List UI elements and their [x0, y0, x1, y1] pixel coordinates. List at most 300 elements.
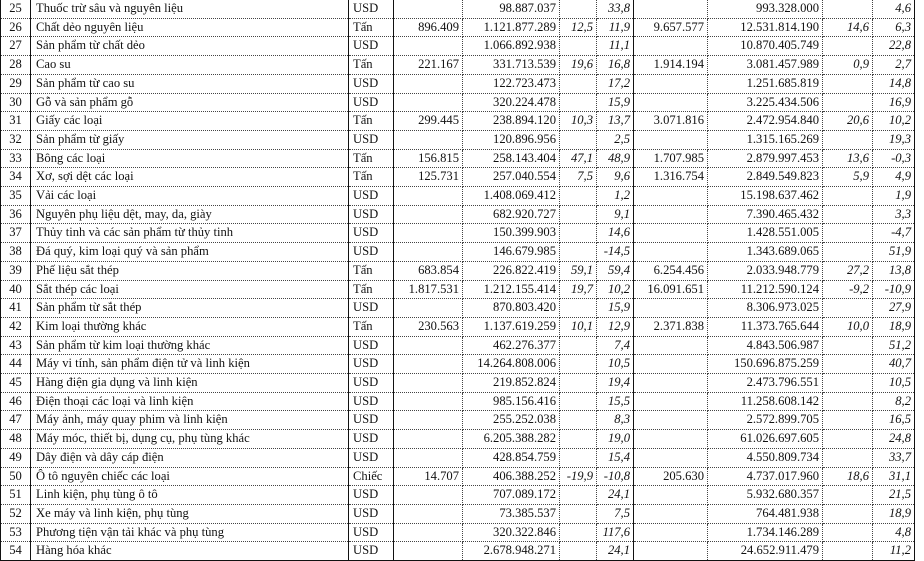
pct-value-month-cell: 24,1	[597, 542, 634, 561]
pct-quantity-month-cell	[560, 411, 597, 430]
row-number-cell: 33	[1, 149, 31, 168]
pct-value-ytd-cell: 51,2	[873, 336, 915, 355]
quantity-month-cell	[394, 187, 463, 206]
item-name-cell: Bông các loại	[31, 149, 349, 168]
value-month-cell: 120.896.956	[463, 130, 560, 149]
pct-value-ytd-cell: 33,7	[873, 448, 915, 467]
quantity-month-cell: 683.854	[394, 261, 463, 280]
pct-quantity-ytd-cell: 5,9	[823, 168, 873, 187]
item-name-cell: Máy ảnh, máy quay phim và linh kiện	[31, 411, 349, 430]
table-body	[1, 0, 915, 561]
pct-quantity-month-cell	[560, 187, 597, 206]
item-name-cell: Cao su	[31, 56, 349, 75]
pct-quantity-month-cell: 10,3	[560, 112, 597, 131]
value-month-cell: 1.121.877.289	[463, 18, 560, 37]
quantity-ytd-cell	[634, 74, 708, 93]
table-row	[1, 224, 915, 243]
pct-value-month-cell: 9,1	[597, 205, 634, 224]
pct-value-ytd-cell: 22,8	[873, 37, 915, 56]
pct-value-month-cell: 15,9	[597, 93, 634, 112]
pct-quantity-ytd-cell	[823, 0, 873, 18]
row-number-cell: 35	[1, 187, 31, 206]
unit-cell: USD	[349, 336, 394, 355]
pct-value-ytd-cell: 2,7	[873, 56, 915, 75]
item-name-cell: Sản phẩm từ sắt thép	[31, 299, 349, 318]
item-name-cell: Máy vi tính, sản phẩm điện tử và linh kiện	[31, 355, 349, 374]
quantity-ytd-cell: 1.707.985	[634, 149, 708, 168]
quantity-ytd-cell	[634, 504, 708, 523]
pct-value-ytd-cell: 4,6	[873, 0, 915, 18]
row-number-cell: 30	[1, 93, 31, 112]
unit-cell: Tấn	[349, 56, 394, 75]
quantity-ytd-cell	[634, 243, 708, 262]
quantity-month-cell: 299.445	[394, 112, 463, 131]
table-row	[1, 486, 915, 505]
row-number-cell: 42	[1, 317, 31, 336]
pct-quantity-month-cell: 19,7	[560, 280, 597, 299]
pct-value-ytd-cell: 10,5	[873, 374, 915, 393]
unit-cell: Tấn	[349, 18, 394, 37]
pct-quantity-ytd-cell: -9,2	[823, 280, 873, 299]
unit-cell: USD	[349, 448, 394, 467]
pct-quantity-ytd-cell	[823, 523, 873, 542]
value-month-cell: 6.205.388.282	[463, 430, 560, 449]
quantity-ytd-cell: 205.630	[634, 467, 708, 486]
quantity-month-cell	[394, 504, 463, 523]
pct-value-month-cell: 15,5	[597, 392, 634, 411]
value-month-cell: 150.399.903	[463, 224, 560, 243]
quantity-ytd-cell	[634, 187, 708, 206]
quantity-ytd-cell	[634, 37, 708, 56]
pct-quantity-month-cell: 19,6	[560, 56, 597, 75]
quantity-ytd-cell	[634, 392, 708, 411]
pct-value-month-cell: 10,5	[597, 355, 634, 374]
value-ytd-cell: 11.212.590.124	[708, 280, 823, 299]
quantity-month-cell	[394, 74, 463, 93]
pct-value-ytd-cell: 21,5	[873, 486, 915, 505]
pct-quantity-month-cell	[560, 37, 597, 56]
row-number-cell: 27	[1, 37, 31, 56]
row-number-cell: 31	[1, 112, 31, 131]
quantity-month-cell	[394, 336, 463, 355]
item-name-cell: Sắt thép các loại	[31, 280, 349, 299]
unit-cell: USD	[349, 374, 394, 393]
unit-cell: Tấn	[349, 317, 394, 336]
pct-value-month-cell: 16,8	[597, 56, 634, 75]
value-ytd-cell: 2.849.549.823	[708, 168, 823, 187]
value-ytd-cell: 2.473.796.551	[708, 374, 823, 393]
pct-value-month-cell: 33,8	[597, 0, 634, 18]
pct-quantity-ytd-cell	[823, 374, 873, 393]
row-number-cell: 53	[1, 523, 31, 542]
value-ytd-cell: 61.026.697.605	[708, 430, 823, 449]
pct-quantity-ytd-cell	[823, 430, 873, 449]
table-row	[1, 355, 915, 374]
pct-value-ytd-cell: 18,9	[873, 504, 915, 523]
value-month-cell: 238.894.120	[463, 112, 560, 131]
value-ytd-cell: 1.734.146.289	[708, 523, 823, 542]
value-ytd-cell: 1.428.551.005	[708, 224, 823, 243]
value-month-cell: 219.852.824	[463, 374, 560, 393]
value-month-cell: 1.212.155.414	[463, 280, 560, 299]
quantity-month-cell: 156.815	[394, 149, 463, 168]
quantity-month-cell	[394, 37, 463, 56]
value-ytd-cell: 5.932.680.357	[708, 486, 823, 505]
item-name-cell: Thủy tinh và các sản phẩm từ thủy tinh	[31, 224, 349, 243]
pct-value-month-cell: 48,9	[597, 149, 634, 168]
row-number-cell: 29	[1, 74, 31, 93]
quantity-ytd-cell	[634, 430, 708, 449]
value-ytd-cell: 3.225.434.506	[708, 93, 823, 112]
pct-quantity-month-cell	[560, 0, 597, 18]
value-ytd-cell: 7.390.465.432	[708, 205, 823, 224]
quantity-month-cell	[394, 93, 463, 112]
table-row	[1, 187, 915, 206]
pct-value-month-cell: 7,4	[597, 336, 634, 355]
pct-value-ytd-cell: 4,9	[873, 168, 915, 187]
item-name-cell: Phương tiện vận tải khác và phụ tùng	[31, 523, 349, 542]
pct-value-ytd-cell: -4,7	[873, 224, 915, 243]
quantity-ytd-cell	[634, 224, 708, 243]
pct-quantity-ytd-cell: 14,6	[823, 18, 873, 37]
table-row	[1, 205, 915, 224]
pct-value-month-cell: 10,2	[597, 280, 634, 299]
pct-value-month-cell: 2,5	[597, 130, 634, 149]
unit-cell: USD	[349, 392, 394, 411]
pct-value-ytd-cell: 10,2	[873, 112, 915, 131]
row-number-cell: 39	[1, 261, 31, 280]
quantity-month-cell	[394, 411, 463, 430]
pct-value-ytd-cell: 6,3	[873, 18, 915, 37]
value-ytd-cell: 2.572.899.705	[708, 411, 823, 430]
pct-quantity-ytd-cell	[823, 504, 873, 523]
quantity-ytd-cell: 3.071.816	[634, 112, 708, 131]
pct-value-month-cell: 11,1	[597, 37, 634, 56]
value-ytd-cell: 4.843.506.987	[708, 336, 823, 355]
table-row	[1, 93, 915, 112]
item-name-cell: Giấy các loại	[31, 112, 349, 131]
value-month-cell: 2.678.948.271	[463, 542, 560, 561]
value-month-cell: 682.920.727	[463, 205, 560, 224]
quantity-month-cell	[394, 448, 463, 467]
pct-value-month-cell: 15,4	[597, 448, 634, 467]
value-month-cell: 146.679.985	[463, 243, 560, 262]
item-name-cell: Thuốc trừ sâu và nguyên liệu	[31, 0, 349, 18]
pct-value-month-cell: -10,8	[597, 467, 634, 486]
quantity-ytd-cell	[634, 411, 708, 430]
value-ytd-cell: 1.251.685.819	[708, 74, 823, 93]
pct-value-ytd-cell: 51,9	[873, 243, 915, 262]
pct-quantity-month-cell: 47,1	[560, 149, 597, 168]
pct-quantity-month-cell	[560, 336, 597, 355]
pct-quantity-month-cell	[560, 374, 597, 393]
pct-value-month-cell: 7,5	[597, 504, 634, 523]
pct-value-month-cell: 9,6	[597, 168, 634, 187]
quantity-month-cell	[394, 205, 463, 224]
row-number-cell: 34	[1, 168, 31, 187]
table-row	[1, 18, 915, 37]
quantity-ytd-cell	[634, 299, 708, 318]
table-row	[1, 430, 915, 449]
pct-value-ytd-cell: 4,8	[873, 523, 915, 542]
pct-value-ytd-cell: 24,8	[873, 430, 915, 449]
pct-quantity-ytd-cell: 10,0	[823, 317, 873, 336]
unit-cell: USD	[349, 224, 394, 243]
pct-value-ytd-cell: -0,3	[873, 149, 915, 168]
value-ytd-cell: 3.081.457.989	[708, 56, 823, 75]
quantity-month-cell	[394, 299, 463, 318]
row-number-cell: 41	[1, 299, 31, 318]
item-name-cell: Phế liệu sắt thép	[31, 261, 349, 280]
pct-quantity-month-cell	[560, 504, 597, 523]
pct-quantity-month-cell: 12,5	[560, 18, 597, 37]
pct-quantity-month-cell: 7,5	[560, 168, 597, 187]
row-number-cell: 28	[1, 56, 31, 75]
pct-value-month-cell: 19,4	[597, 374, 634, 393]
row-number-cell: 32	[1, 130, 31, 149]
item-name-cell: Kim loại thường khác	[31, 317, 349, 336]
quantity-ytd-cell	[634, 130, 708, 149]
item-name-cell: Sản phẩm từ chất dẻo	[31, 37, 349, 56]
pct-value-ytd-cell: 16,5	[873, 411, 915, 430]
pct-quantity-ytd-cell: 13,6	[823, 149, 873, 168]
pct-quantity-month-cell	[560, 542, 597, 561]
unit-cell: USD	[349, 486, 394, 505]
unit-cell: USD	[349, 542, 394, 561]
value-ytd-cell: 4.737.017.960	[708, 467, 823, 486]
pct-quantity-month-cell	[560, 224, 597, 243]
pct-value-month-cell: 15,9	[597, 299, 634, 318]
table-row	[1, 149, 915, 168]
unit-cell: USD	[349, 74, 394, 93]
pct-quantity-ytd-cell	[823, 93, 873, 112]
pct-value-month-cell: 8,3	[597, 411, 634, 430]
table-row	[1, 280, 915, 299]
quantity-ytd-cell	[634, 486, 708, 505]
item-name-cell: Sản phẩm từ kim loại thường khác	[31, 336, 349, 355]
pct-quantity-month-cell	[560, 392, 597, 411]
unit-cell: USD	[349, 130, 394, 149]
quantity-month-cell	[394, 523, 463, 542]
table-row	[1, 168, 915, 187]
table-row	[1, 243, 915, 262]
value-month-cell: 258.143.404	[463, 149, 560, 168]
value-month-cell: 14.264.808.006	[463, 355, 560, 374]
table-row	[1, 336, 915, 355]
pct-value-ytd-cell: 40,7	[873, 355, 915, 374]
pct-quantity-month-cell	[560, 299, 597, 318]
value-ytd-cell: 150.696.875.259	[708, 355, 823, 374]
table-row	[1, 467, 915, 486]
row-number-cell: 38	[1, 243, 31, 262]
pct-quantity-month-cell	[560, 448, 597, 467]
pct-value-month-cell: 13,7	[597, 112, 634, 131]
value-month-cell: 1.408.069.412	[463, 187, 560, 206]
value-month-cell: 320.224.478	[463, 93, 560, 112]
quantity-month-cell	[394, 430, 463, 449]
value-month-cell: 707.089.172	[463, 486, 560, 505]
pct-quantity-ytd-cell	[823, 224, 873, 243]
pct-value-month-cell: 19,0	[597, 430, 634, 449]
value-month-cell: 428.854.759	[463, 448, 560, 467]
value-month-cell: 98.887.037	[463, 0, 560, 18]
value-ytd-cell: 11.373.765.644	[708, 317, 823, 336]
item-name-cell: Sản phẩm từ giấy	[31, 130, 349, 149]
item-name-cell: Điện thoại các loại và linh kiện	[31, 392, 349, 411]
pct-value-ytd-cell: -10,9	[873, 280, 915, 299]
item-name-cell: Máy móc, thiết bị, dụng cụ, phụ tùng khác	[31, 430, 349, 449]
quantity-month-cell	[394, 542, 463, 561]
table-row	[1, 392, 915, 411]
unit-cell: USD	[349, 205, 394, 224]
table-row	[1, 411, 915, 430]
quantity-ytd-cell	[634, 93, 708, 112]
quantity-ytd-cell	[634, 523, 708, 542]
row-number-cell: 52	[1, 504, 31, 523]
unit-cell: USD	[349, 355, 394, 374]
value-month-cell: 320.322.846	[463, 523, 560, 542]
unit-cell: USD	[349, 187, 394, 206]
unit-cell: USD	[349, 0, 394, 18]
table-row	[1, 130, 915, 149]
item-name-cell: Nguyên phụ liệu dệt, may, da, giày	[31, 205, 349, 224]
value-month-cell: 226.822.419	[463, 261, 560, 280]
quantity-ytd-cell: 2.371.838	[634, 317, 708, 336]
unit-cell: Tấn	[349, 261, 394, 280]
quantity-ytd-cell: 9.657.577	[634, 18, 708, 37]
value-ytd-cell: 1.343.689.065	[708, 243, 823, 262]
unit-cell: Tấn	[349, 149, 394, 168]
value-ytd-cell: 1.315.165.269	[708, 130, 823, 149]
value-month-cell: 122.723.473	[463, 74, 560, 93]
value-ytd-cell: 4.550.809.734	[708, 448, 823, 467]
row-number-cell: 46	[1, 392, 31, 411]
value-month-cell: 985.156.416	[463, 392, 560, 411]
value-ytd-cell: 2.472.954.840	[708, 112, 823, 131]
pct-quantity-month-cell	[560, 486, 597, 505]
quantity-ytd-cell	[634, 336, 708, 355]
value-ytd-cell: 10.870.405.749	[708, 37, 823, 56]
item-name-cell: Xơ, sợi dệt các loại	[31, 168, 349, 187]
pct-value-ytd-cell: 8,2	[873, 392, 915, 411]
pct-quantity-month-cell: 10,1	[560, 317, 597, 336]
pct-quantity-ytd-cell	[823, 448, 873, 467]
table-row	[1, 74, 915, 93]
unit-cell: USD	[349, 504, 394, 523]
pct-value-month-cell: 1,2	[597, 187, 634, 206]
row-number-cell: 54	[1, 542, 31, 561]
quantity-ytd-cell: 16.091.651	[634, 280, 708, 299]
quantity-month-cell	[394, 243, 463, 262]
pct-quantity-ytd-cell	[823, 243, 873, 262]
value-ytd-cell: 2.879.997.453	[708, 149, 823, 168]
row-number-cell: 37	[1, 224, 31, 243]
value-ytd-cell: 8.306.973.025	[708, 299, 823, 318]
table-row	[1, 37, 915, 56]
quantity-ytd-cell	[634, 542, 708, 561]
pct-value-ytd-cell: 31,1	[873, 467, 915, 486]
table-row	[1, 374, 915, 393]
pct-quantity-ytd-cell	[823, 486, 873, 505]
table-row	[1, 448, 915, 467]
item-name-cell: Hàng hóa khác	[31, 542, 349, 561]
row-number-cell: 45	[1, 374, 31, 393]
table-row	[1, 56, 915, 75]
quantity-ytd-cell	[634, 355, 708, 374]
item-name-cell: Dây điện và dây cáp điện	[31, 448, 349, 467]
row-number-cell: 40	[1, 280, 31, 299]
unit-cell: USD	[349, 430, 394, 449]
unit-cell: Tấn	[349, 112, 394, 131]
row-number-cell: 26	[1, 18, 31, 37]
table-row	[1, 317, 915, 336]
pct-value-month-cell: 117,6	[597, 523, 634, 542]
pct-quantity-ytd-cell	[823, 542, 873, 561]
unit-cell: Chiếc	[349, 467, 394, 486]
value-month-cell: 331.713.539	[463, 56, 560, 75]
quantity-ytd-cell	[634, 0, 708, 18]
pct-value-month-cell: 59,4	[597, 261, 634, 280]
pct-quantity-ytd-cell	[823, 392, 873, 411]
value-month-cell: 462.276.377	[463, 336, 560, 355]
unit-cell: Tấn	[349, 280, 394, 299]
unit-cell: USD	[349, 523, 394, 542]
pct-value-ytd-cell: 18,9	[873, 317, 915, 336]
quantity-ytd-cell: 1.316.754	[634, 168, 708, 187]
pct-value-month-cell: -14,5	[597, 243, 634, 262]
item-name-cell: Gỗ và sản phẩm gỗ	[31, 93, 349, 112]
pct-quantity-ytd-cell	[823, 37, 873, 56]
value-month-cell: 1.066.892.938	[463, 37, 560, 56]
quantity-month-cell	[394, 224, 463, 243]
value-ytd-cell: 2.033.948.779	[708, 261, 823, 280]
value-ytd-cell: 12.531.814.190	[708, 18, 823, 37]
value-ytd-cell: 24.652.911.479	[708, 542, 823, 561]
pct-value-ytd-cell: 13,8	[873, 261, 915, 280]
pct-quantity-ytd-cell	[823, 355, 873, 374]
quantity-month-cell	[394, 392, 463, 411]
quantity-month-cell	[394, 355, 463, 374]
pct-quantity-ytd-cell	[823, 411, 873, 430]
unit-cell: USD	[349, 411, 394, 430]
table-row	[1, 504, 915, 523]
pct-quantity-ytd-cell	[823, 187, 873, 206]
table-row	[1, 0, 915, 18]
value-month-cell: 257.040.554	[463, 168, 560, 187]
value-month-cell: 1.137.619.259	[463, 317, 560, 336]
quantity-ytd-cell: 1.914.194	[634, 56, 708, 75]
pct-quantity-ytd-cell: 0,9	[823, 56, 873, 75]
row-number-cell: 50	[1, 467, 31, 486]
pct-quantity-ytd-cell: 20,6	[823, 112, 873, 131]
quantity-month-cell	[394, 0, 463, 18]
pct-value-month-cell: 14,6	[597, 224, 634, 243]
quantity-month-cell	[394, 130, 463, 149]
row-number-cell: 48	[1, 430, 31, 449]
value-ytd-cell: 764.481.938	[708, 504, 823, 523]
unit-cell: USD	[349, 37, 394, 56]
row-number-cell: 47	[1, 411, 31, 430]
unit-cell: USD	[349, 299, 394, 318]
pct-quantity-month-cell	[560, 93, 597, 112]
quantity-month-cell: 14.707	[394, 467, 463, 486]
pct-quantity-month-cell	[560, 205, 597, 224]
quantity-month-cell	[394, 486, 463, 505]
value-month-cell: 255.252.038	[463, 411, 560, 430]
row-number-cell: 36	[1, 205, 31, 224]
pct-quantity-ytd-cell	[823, 130, 873, 149]
quantity-month-cell: 230.563	[394, 317, 463, 336]
